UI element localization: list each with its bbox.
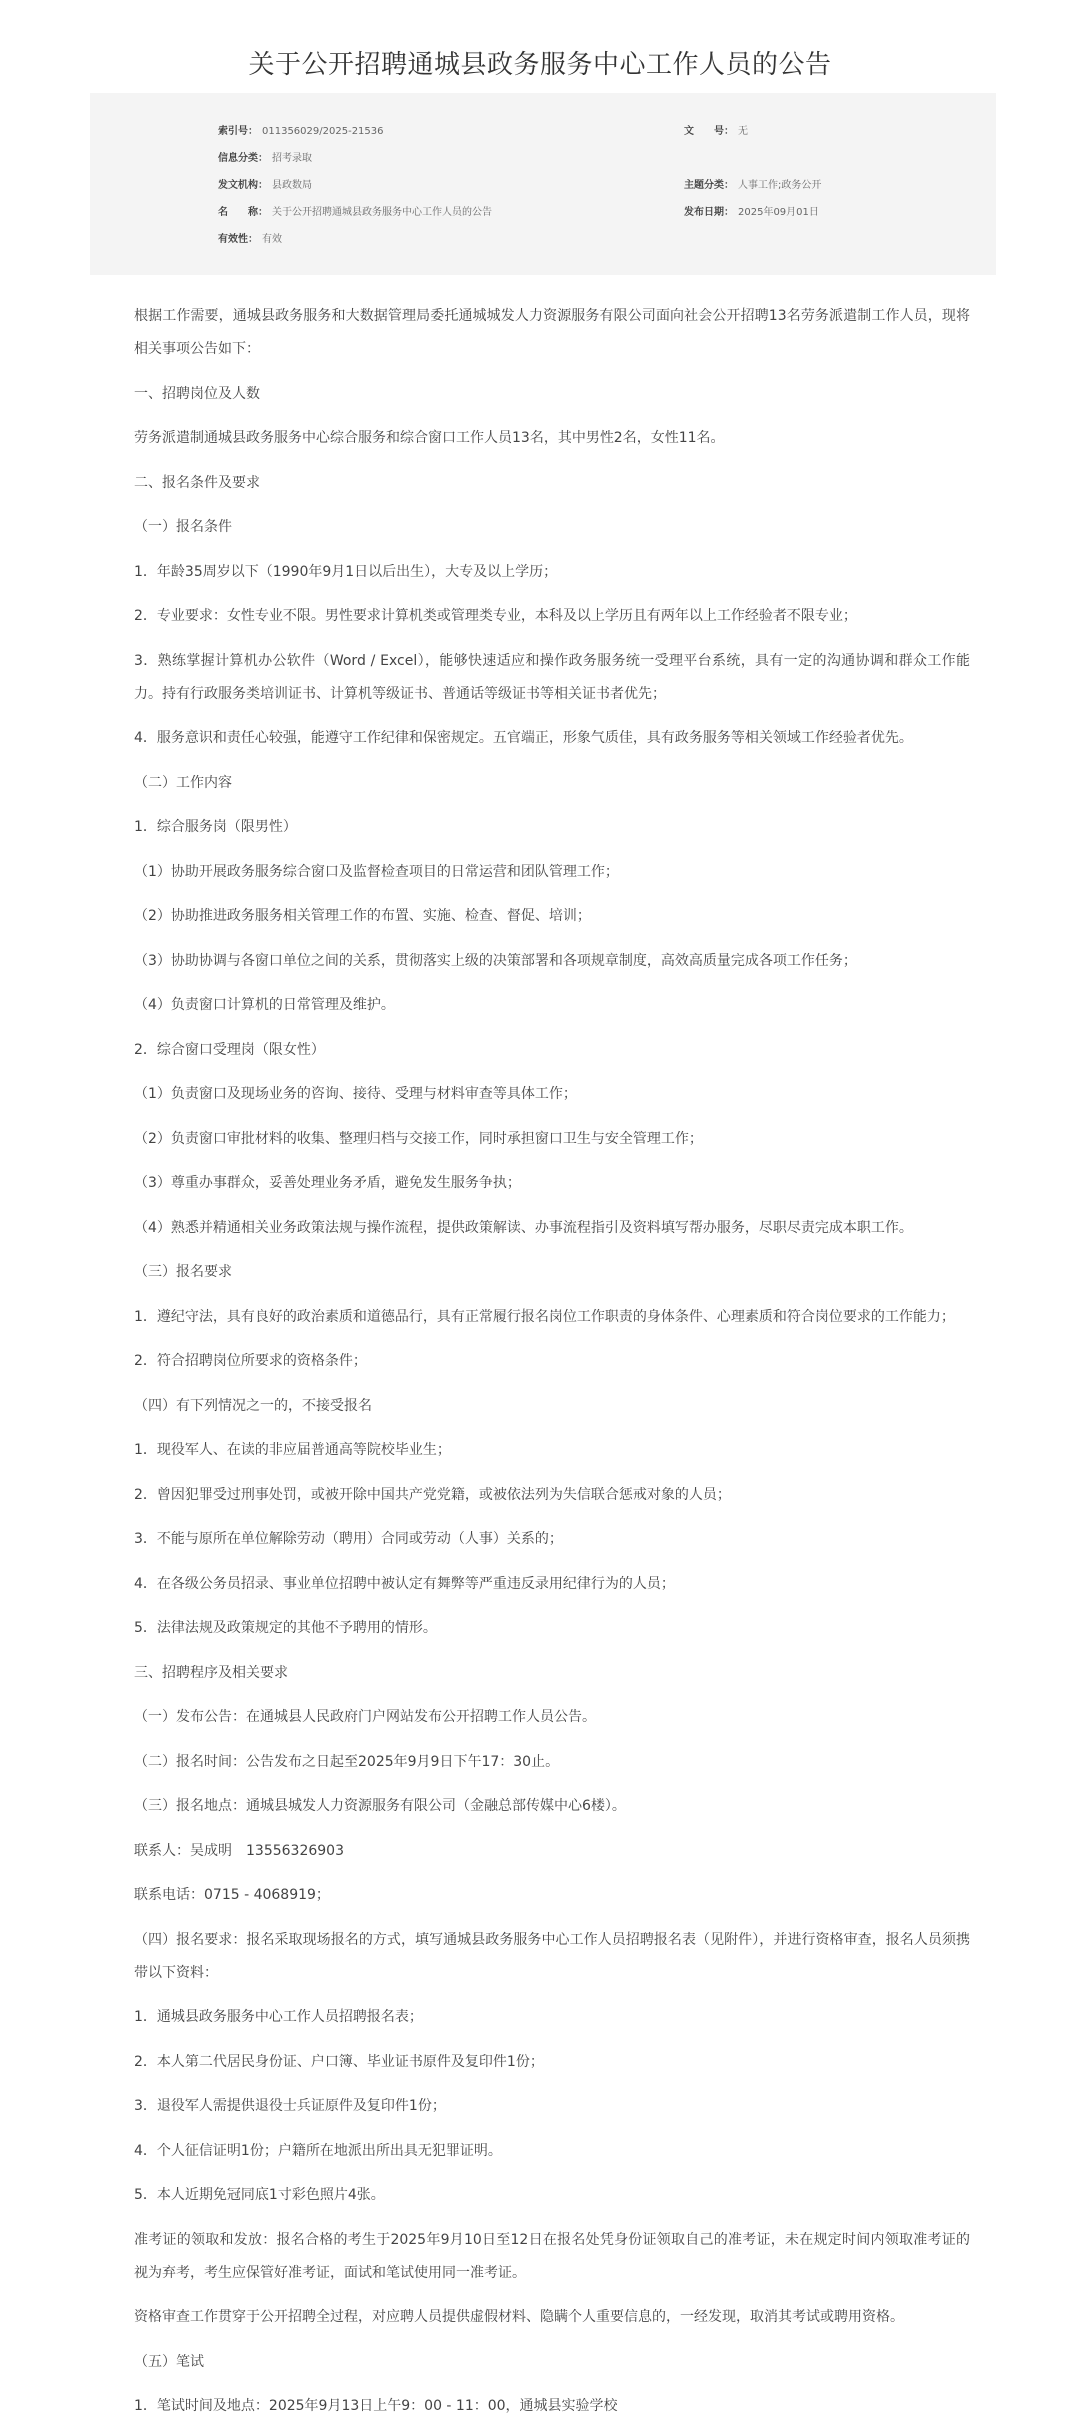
meta-validity-value: 有效 — [262, 234, 282, 245]
article-paragraph: 4．服务意识和责任心较强，能遵守工作纪律和保密规定。五官端正，形象气质佳，具有政务服务等相关领域工作经验者优先。 — [134, 730, 913, 746]
article-paragraph: 三、招聘程序及相关要求 — [134, 1664, 288, 1681]
article-paragraph: 2．专业要求：女性专业不限。男性要求计算机类或管理类专业，本科及以上学历且有两年以上工作经验者不限专业； — [134, 608, 857, 624]
article-paragraph: 劳务派遣制通城县政务服务中心综合服务和综合窗口工作人员13名，其中男性2名，女性11名。 — [134, 430, 725, 446]
article-paragraph: 2．曾因犯罪受过刑事处罚，或被开除中国共产党党籍，或被依法列为失信联合惩戒对象的人员； — [134, 1486, 731, 1503]
article-paragraph: 1．通城县政务服务中心工作人员招聘报名表； — [134, 2009, 423, 2025]
article-paragraph: 联系人：吴成明 13556326903 — [134, 1842, 344, 1859]
article-paragraph: （3）协助协调与各窗口单位之间的关系，贯彻落实上级的决策部署和各项规章制度，高效高质量完成各项工作任务； — [134, 952, 857, 969]
meta-category — [218, 149, 312, 164]
meta-validity — [218, 230, 282, 245]
article-paragraph: 4．个人征信证明1份；户籍所在地派出所出具无犯罪证明。 — [134, 2142, 502, 2159]
meta-issuer-label: 发文机构： — [218, 180, 268, 191]
meta-topic — [684, 176, 821, 191]
article-paragraph: （3）尊重办事群众，妥善处理业务矛盾，避免发生服务争执； — [134, 1175, 521, 1191]
meta-index — [218, 122, 384, 137]
article-paragraph: （三）报名要求 — [134, 1264, 232, 1280]
article-paragraph: 2．符合招聘岗位所要求的资格条件； — [134, 1353, 367, 1369]
article-paragraph: （三）报名地点：通城县城发人力资源服务有限公司（金融总部传媒中心6楼）。 — [134, 1798, 626, 1814]
article-paragraph: 2．本人第二代居民身份证、户口簿、毕业证书原件及复印件1份； — [134, 2053, 544, 2070]
meta-index-value: 011356029/2025-21536 — [262, 126, 384, 137]
article-paragraph: 1．笔试时间及地点：2025年9月13日上午9：00 - 11：00，通城县实验学校 — [134, 2398, 618, 2414]
meta-issuer-value: 县政数局 — [272, 180, 312, 191]
article-paragraph: 准考证的领取和发放：报名合格的考生于2025年9月10日至12日在报名处凭身份证领取自己的准考证，未在规定时间内领取准考证的视为弃考，考生应保管好准考证，面试和笔试使用同一准考证。 — [134, 2231, 970, 2281]
meta-date — [684, 203, 819, 218]
article-paragraph: （2）负责窗口审批材料的收集、整理归档与交接工作，同时承担窗口卫生与安全管理工作； — [134, 1130, 703, 1147]
meta-issuer — [218, 176, 312, 191]
article-paragraph: 4．在各级公务员招录、事业单位招聘中被认定有舞弊等严重违反录用纪律行为的人员； — [134, 1575, 675, 1592]
meta-category-label: 信息分类： — [218, 153, 268, 164]
article-paragraph: 根据工作需要，通城县政务服务和大数据管理局委托通城城发人力资源服务有限公司面向社会公开招聘13名劳务派遣制工作人员，现将相关事项公告如下： — [134, 308, 970, 357]
article-paragraph: 1．现役军人、在读的非应届普通高等院校毕业生； — [134, 1442, 451, 1458]
meta-doc-no-label: 文 号： — [684, 126, 734, 137]
article-paragraph: 5．本人近期免冠同底1寸彩色照片4张。 — [134, 2187, 385, 2203]
article-paragraph: 5．法律法规及政策规定的其他不予聘用的情形。 — [134, 1620, 437, 1636]
article-paragraph: 一、招聘岗位及人数 — [134, 385, 260, 402]
article-paragraph: （1）协助开展政务服务综合窗口及监督检查项目的日常运营和团队管理工作； — [134, 863, 619, 880]
meta-doc-no-value: 无 — [738, 126, 748, 137]
article-paragraph: 联系电话：0715 - 4068919； — [134, 1887, 330, 1903]
article-paragraph: （一）报名条件 — [134, 519, 232, 535]
article-paragraph: （2）协助推进政务服务相关管理工作的布置、实施、检查、督促、培训； — [134, 908, 591, 924]
meta-name-label: 名 称： — [218, 207, 268, 218]
meta-date-label: 发布日期： — [684, 207, 734, 218]
meta-doc-no — [684, 122, 748, 137]
meta-category-value: 招考录取 — [272, 153, 312, 164]
article-paragraph: 3．不能与原所在单位解除劳动（聘用）合同或劳动（人事）关系的； — [134, 1531, 563, 1547]
article-paragraph: 1．年龄35周岁以下（1990年9月1日以后出生），大专及以上学历； — [134, 563, 558, 580]
article-paragraph: 3．退役军人需提供退役士兵证原件及复印件1份； — [134, 2098, 446, 2114]
meta-date-value: 2025年09月01日 — [738, 207, 819, 218]
meta-topic-value: 人事工作;政务公开 — [738, 180, 822, 191]
article-paragraph: 资格审查工作贯穿于公开招聘全过程，对应聘人员提供虚假材料、隐瞒个人重要信息的，一经发现，取消其考试或聘用资格。 — [134, 2309, 904, 2325]
article-paragraph: （4）熟悉并精通相关业务政策法规与操作流程，提供政策解读、办事流程指引及资料填写帮办服务，尽职尽责完成本职工作。 — [134, 1219, 913, 1236]
page-title: 关于公开招聘通城县政务服务中心工作人员的公告 — [248, 50, 832, 80]
meta-validity-label: 有效性： — [218, 234, 258, 245]
document-metadata-panel — [90, 93, 996, 275]
meta-name-value: 关于公开招聘通城县政务服务中心工作人员的公告 — [272, 207, 492, 218]
article-body — [134, 300, 970, 2435]
article-paragraph: （五）笔试 — [134, 2353, 204, 2370]
article-paragraph: （1）负责窗口及现场业务的咨询、接待、受理与材料审查等具体工作； — [134, 1086, 577, 1102]
article-paragraph: 1．综合服务岗（限男性） — [134, 819, 297, 835]
meta-topic-label: 主题分类： — [684, 180, 734, 191]
article-paragraph: 3．熟练掌握计算机办公软件（Word / Excel），能够快速适应和操作政务服务统一受理平台系统，具有一定的沟通协调和群众工作能力。持有行政服务类培训证书、计算机等级证书、普通话等级证书等相关证书者优先； — [134, 652, 970, 702]
meta-index-label: 索引号： — [218, 126, 258, 137]
meta-name — [218, 203, 492, 218]
article-paragraph: （4）负责窗口计算机的日常管理及维护。 — [134, 997, 395, 1013]
article-paragraph: （四）报名要求：报名采取现场报名的方式，填写通城县政务服务中心工作人员招聘报名表（见附件），并进行资格审查，报名人员须携带以下资料： — [134, 1931, 970, 1981]
article-paragraph: （二）报名时间：公告发布之日起至2025年9月9日下午17：30止。 — [134, 1753, 560, 1770]
article-paragraph: 2．综合窗口受理岗（限女性） — [134, 1041, 325, 1058]
article-paragraph: （一）发布公告：在通城县人民政府门户网站发布公开招聘工作人员公告。 — [134, 1709, 596, 1725]
article-paragraph: 二、报名条件及要求 — [134, 474, 260, 491]
article-paragraph: （四）有下列情况之一的，不接受报名 — [134, 1397, 372, 1414]
article-paragraph: 1．遵纪守法，具有良好的政治素质和道德品行，具有正常履行报名岗位工作职责的身体条件、心理素质和符合岗位要求的工作能力； — [134, 1308, 955, 1325]
article-paragraph: （二）工作内容 — [134, 774, 232, 791]
